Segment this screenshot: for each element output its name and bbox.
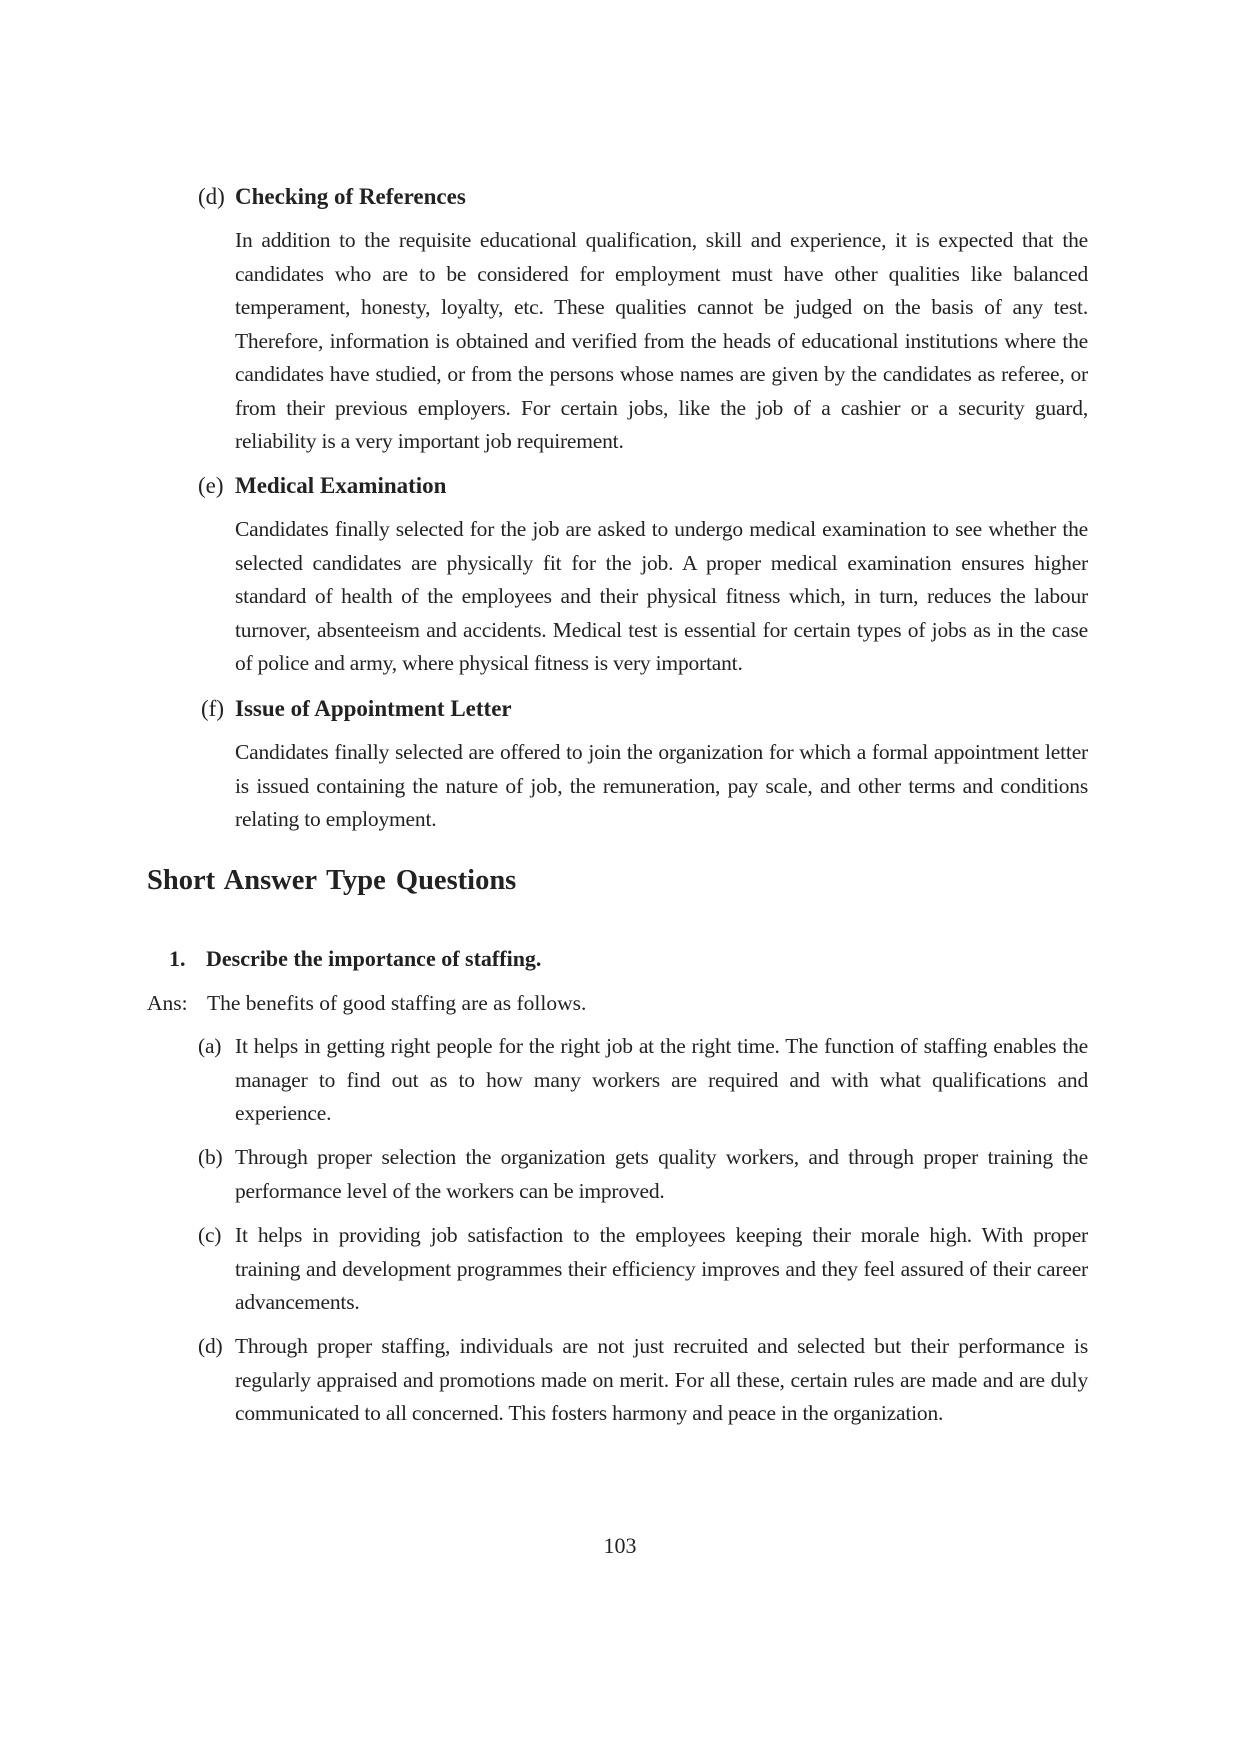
- answer-label: Ans:: [147, 991, 188, 1015]
- answer-intro: [147, 986, 586, 1020]
- item-text: It helps in providing job satisfaction to the employees keeping their morale high. With proper training and development programmes their efficiency improves and they feel assured of their career advancements.: [235, 1223, 1088, 1314]
- question-text: Describe the importance of staffing.: [206, 946, 542, 971]
- item-text: Through proper selection the organization gets quality workers, and through proper training the performance level of the workers can be improved.: [235, 1145, 1088, 1203]
- section-marker: (d): [198, 184, 225, 209]
- paragraph: In addition to the requisite educational qualification, skill and experience, it is expected that the candidates who are to be considered for employment must have other qualities like balanced temperament, honesty, loyalty, etc. These qualities cannot be judged on the basis of any test. Therefore, information is obtained and verified from the heads of educational institutions where the candidates have studied, or from the persons whose names are given by the candidates as referee, or from their previous employers. For certain jobs, like the job of a cashier or a security guard, reliability is a very important job requirement.: [235, 228, 1088, 453]
- item-text: Through proper staffing, individuals are not just recruited and selected but their performance is regularly appraised and promotions made on merit. For all these, certain rules are made and are duly communicated to all concerned. This fosters harmony and peace in the organization.: [235, 1334, 1088, 1425]
- answer-intro-text: The benefits of good staffing are as follows.: [207, 991, 587, 1015]
- answer-item: [198, 1219, 1088, 1320]
- question: [169, 942, 541, 976]
- answer-item: [198, 1141, 1088, 1208]
- item-text: It helps in getting right people for the right job at the right time. The function of staffing enables the manager to find out as to how many workers are required and with what qualifications and experience.: [235, 1034, 1088, 1125]
- section-title-short-answer: Short Answer Type Questions: [147, 865, 517, 896]
- section-title: Issue of Appointment Letter: [235, 696, 512, 721]
- section-title: Checking of References: [235, 184, 466, 209]
- section-body-checking-of-references: [235, 224, 1088, 459]
- paragraph: Candidates finally selected for the job are asked to undergo medical examination to see whether the selected candidates are physically fit for the job. A proper medical examination ensures higher standard of health of the employees and their physical fitness which, in turn, reduces the labour turnover, absenteeism and accidents. Medical test is essential for certain types of jobs as in the case of police and army, where physical fitness is very important.: [235, 517, 1088, 675]
- answer-item: [198, 1030, 1088, 1131]
- section-heading-issue-of-appointment-letter: [198, 692, 512, 726]
- page-number: 103: [603, 1533, 637, 1558]
- section-marker: (f): [201, 696, 224, 721]
- section-body-issue-of-appointment-letter: [235, 736, 1088, 837]
- item-marker: (d): [198, 1334, 223, 1358]
- item-marker: (c): [198, 1223, 222, 1247]
- paragraph: Candidates finally selected are offered to join the organization for which a formal appointment letter is issued containing the nature of job, the remuneration, pay scale, and other terms and conditions relating to employment.: [235, 740, 1088, 831]
- section-body-medical-examination: [235, 513, 1088, 681]
- item-marker: (a): [198, 1034, 222, 1058]
- answer-item: [198, 1330, 1088, 1431]
- section-title: Medical Examination: [235, 473, 447, 498]
- item-marker: (b): [198, 1145, 223, 1169]
- section-heading-checking-of-references: [198, 180, 466, 214]
- question-number: 1.: [169, 946, 186, 971]
- section-marker: (e): [198, 473, 224, 498]
- section-heading-medical-examination: [198, 469, 446, 503]
